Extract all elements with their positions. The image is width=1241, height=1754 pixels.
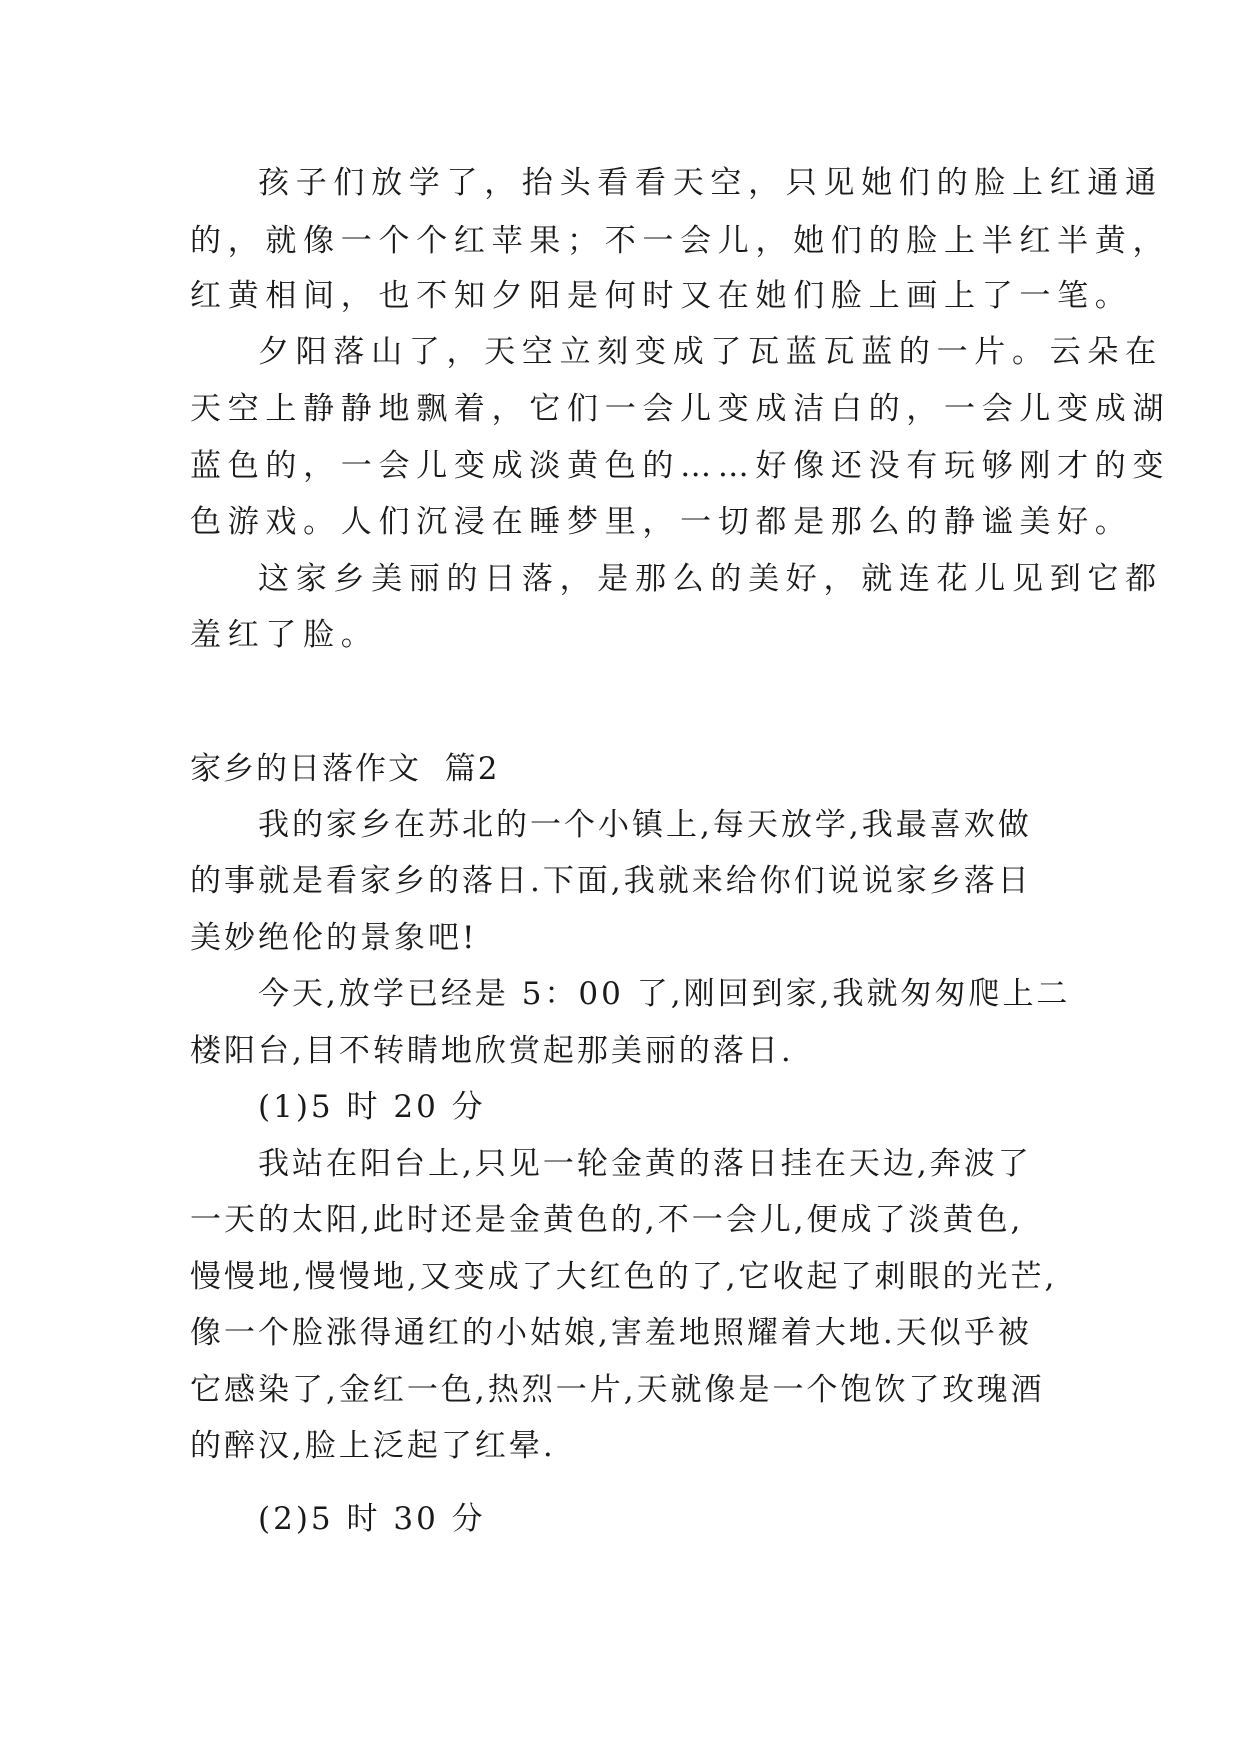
paragraph-line: 的，就像一个个红苹果；不一会儿，她们的脸上半红半黄， xyxy=(190,223,1171,259)
paragraph-line: 我站在阳台上,只见一轮金黄的落日挂在天边,奔波了 xyxy=(258,1146,1032,1182)
paragraph-line: 的醉汉,脸上泛起了红晕. xyxy=(190,1428,556,1464)
subsection-label: (2)5 时 30 分 xyxy=(258,1501,486,1537)
paragraph-line: 像一个脸涨得通红的小姑娘,害羞地照耀着大地.天似乎被 xyxy=(190,1315,1032,1351)
paragraph-line: 今天,放学已经是 5：00 了,刚回到家,我就匆匆爬上二 xyxy=(258,976,1071,1012)
paragraph-line: 羞红了脸。 xyxy=(190,617,379,653)
paragraph-line: 我的家乡在苏北的一个小镇上,每天放学,我最喜欢做 xyxy=(258,807,1032,843)
paragraph-line: 它感染了,金红一色,热烈一片,天就像是一个饱饮了玫瑰酒 xyxy=(190,1372,1045,1408)
paragraph-line: 孩子们放学了，抬头看看天空，只见她们的脸上红通通 xyxy=(258,165,1163,201)
paragraph-line: 红黄相间，也不知夕阳是何时又在她们脸上画上了一笔。 xyxy=(190,278,1133,314)
paragraph-line: 美妙绝伦的景象吧! xyxy=(190,920,478,956)
paragraph-line: 慢慢地,慢慢地,又变成了大红色的了,它收起了刺眼的光芒, xyxy=(190,1259,1058,1295)
paragraph-line: 一天的太阳,此时还是金黄色的,不一会儿,便成了淡黄色, xyxy=(190,1202,1024,1238)
paragraph-line: 蓝色的，一会儿变成淡黄色的……好像还没有玩够刚才的变 xyxy=(190,448,1171,484)
paragraph-line: 色游戏。人们沉浸在睡梦里，一切都是那么的静谧美好。 xyxy=(190,504,1133,540)
subsection-label: (1)5 时 20 分 xyxy=(258,1089,486,1125)
paragraph-line: 的事就是看家乡的落日.下面,我就来给你们说说家乡落日 xyxy=(190,863,1032,899)
paragraph-line: 这家乡美丽的日落，是那么的美好，就连花儿见到它都 xyxy=(258,561,1163,597)
paragraph-line: 楼阳台,目不转睛地欣赏起那美丽的落日. xyxy=(190,1033,794,1069)
section-heading: 家乡的日落作文 篇2 xyxy=(190,751,500,787)
paragraph-line: 夕阳落山了，天空立刻变成了瓦蓝瓦蓝的一片。云朵在 xyxy=(258,334,1163,370)
paragraph-line: 天空上静静地飘着，它们一会儿变成洁白的，一会儿变成湖 xyxy=(190,391,1171,427)
